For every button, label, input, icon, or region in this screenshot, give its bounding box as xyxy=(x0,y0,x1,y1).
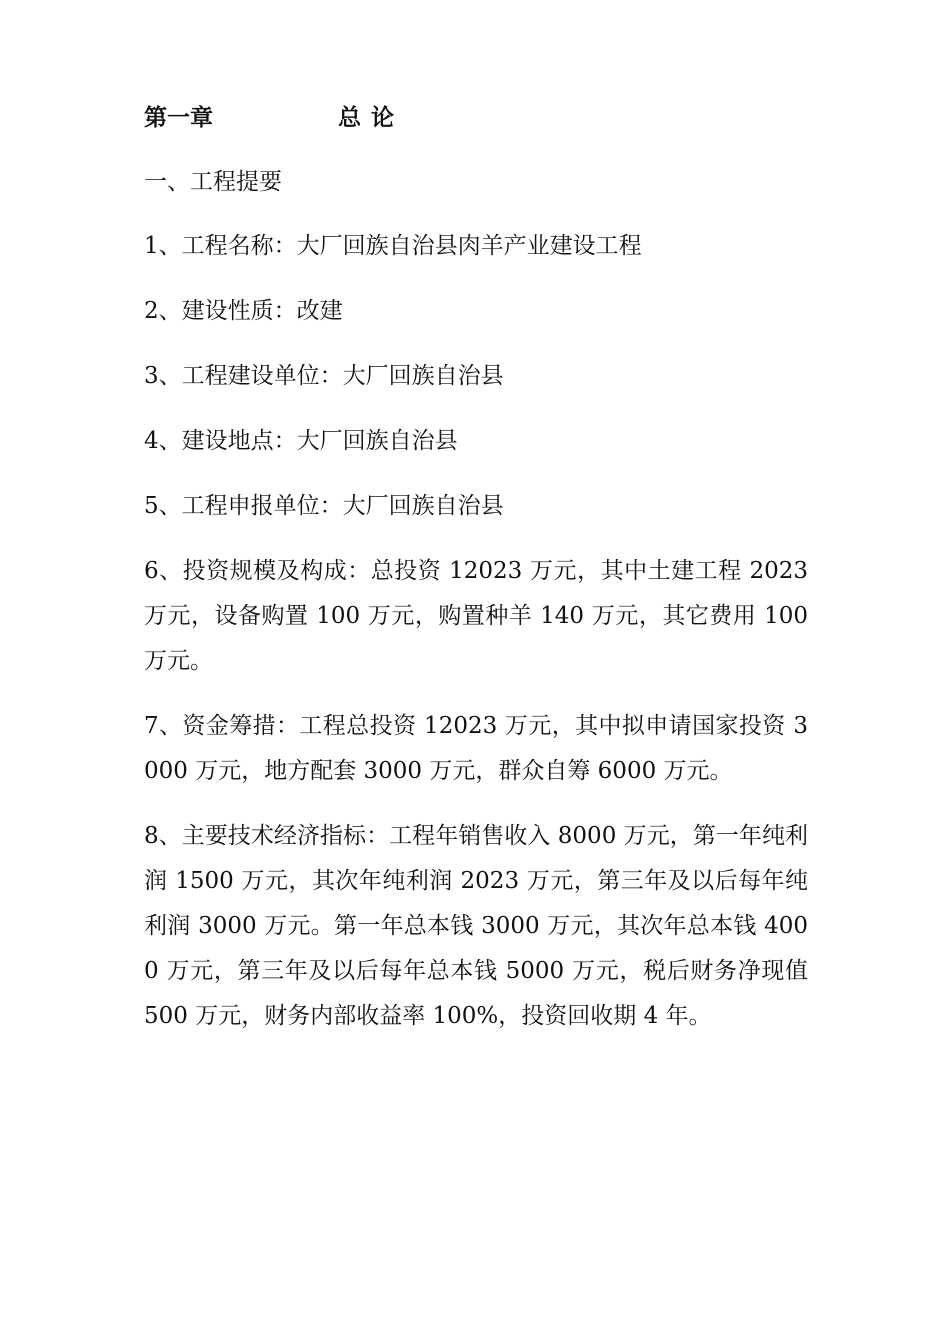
section-title: 一、工程提要 xyxy=(144,169,282,195)
item-applicant-unit: 5、工程申报单位：大厂回族自治县 xyxy=(144,493,504,519)
chapter-number: 第一章 xyxy=(144,105,213,131)
item-construction-nature: 2、建设性质：改建 xyxy=(144,298,343,324)
item-investment-scale: 6、投资规模及构成：总投资 12023 万元，其中土建工程 2023 万元，设备购置 100 万元，购置种羊 140 万元，其它费用 100 万元。 xyxy=(144,558,808,674)
chapter-heading xyxy=(144,96,808,140)
item-fund-raising: 7、资金筹措：工程总投资 12023 万元，其中拟申请国家投资 3000 万元，地方配套 3000 万元，群众自筹 6000 万元。 xyxy=(144,713,808,784)
document-page xyxy=(144,96,808,1059)
item-construction-site: 4、建设地点：大厂回族自治县 xyxy=(144,428,458,454)
item-economic-indicators: 8、主要技术经济指标：工程年销售收入 8000 万元，第一年纯利润 1500 万元，其次年纯利润 2023 万元，第三年及以后每年纯利润 3000 万元。第一年总本钱 3000 万元，其次年总本钱 4000 万元，第三年及以后每年总本钱 5000 万元，税后财务净现值 500 万元，财务内部收益率 100%，投资回收期 4 年。 xyxy=(144,823,808,1029)
item-project-name: 1、工程名称：大厂回族自治县肉羊产业建设工程 xyxy=(144,233,642,259)
chapter-title: 总论 xyxy=(338,105,404,131)
item-construction-unit: 3、工程建设单位：大厂回族自治县 xyxy=(144,363,504,389)
